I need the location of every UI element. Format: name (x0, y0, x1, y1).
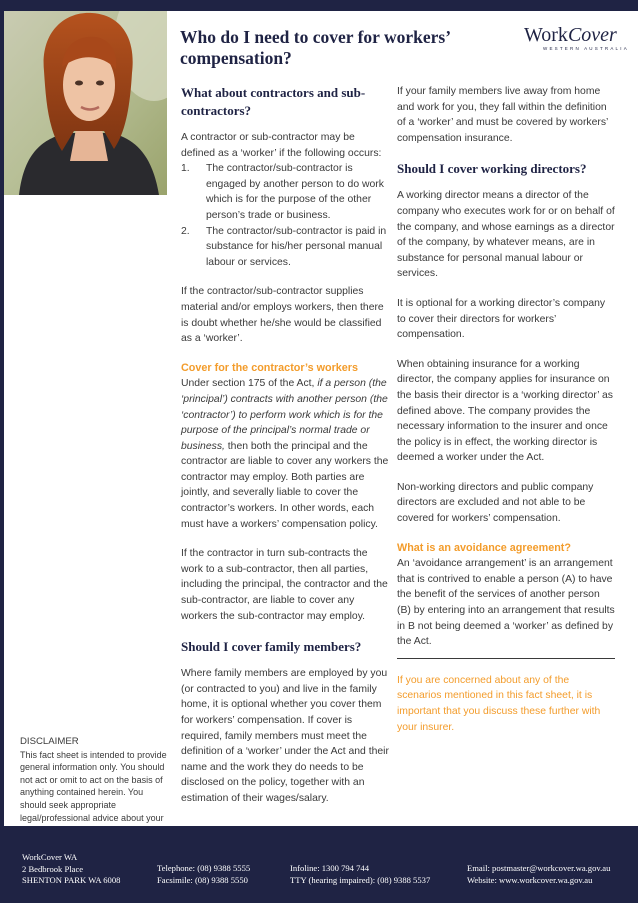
left-column (181, 84, 390, 807)
heading-working-directors: Should I cover working directors? (397, 161, 587, 177)
list-number: 2. (181, 225, 190, 237)
paragraph-working-director: A working director means a director of the company who executes work for or on behalf of the company, and whose earnings as a director of the company, by whatever means, are in substance for personal manual labour or services. (397, 190, 615, 280)
list-item (181, 161, 390, 223)
footer-contact (467, 863, 610, 886)
list-text: The contractor/sub-contractor is paid in substance for his/her personal manual labour or services. (206, 225, 387, 268)
paragraph-doubt: If the contractor/sub-contractor supplies material and/or employs workers, then there is doubt whether he/she would be classified as a ‘worker’. (181, 286, 384, 345)
heading-avoidance-agreement: What is an avoidance agreement? (397, 541, 571, 554)
footer-org: WorkCover WA (22, 852, 78, 862)
footer-infoline (290, 863, 430, 886)
list-number: 1. (181, 163, 190, 175)
footer-infoline-number: Infoline: 1300 794 744 (290, 863, 370, 873)
section-175-lead: Under section 175 of the Act, (181, 378, 318, 390)
disclaimer-text: This fact sheet is intended to provide general information only. You should not act or omit to act on the basis of anything contained herein. You should seek appropriate legal/professional advice about your (20, 749, 167, 823)
heading-family-members: Should I cover family members? (181, 639, 362, 655)
footer-telephone: Telephone: (08) 9388 5555 (157, 863, 251, 873)
paragraph-avoidance: An ‘avoidance arrangement’ is an arrangement that is contrived to enable a person (A) to have the benefit of the services of another person (B) by entering into an arrangement that results in B not being deemed a ‘worker’ as defined by the Act. (397, 558, 615, 648)
paragraph-nonworking-directors: Non-working directors and public company directors are excluded and not able to be covered for workers’ compensation. (397, 481, 594, 525)
footer-address-line2: SHENTON PARK WA 6008 (22, 875, 121, 885)
logo-subtitle: WESTERN AUSTRALIA (543, 46, 629, 51)
footer-address (22, 852, 120, 887)
paragraph-family: Where family members are employed by you (or contracted to you) and live in the family home, it is optional whether you cover them for workers’ compensation. If cover is required, family members must meet the definition of a ‘worker’ under the Act and their name and the work they do needs to be disclosed on the policy, together with an estimation of their wages/salary. (181, 668, 389, 804)
right-column (397, 84, 615, 735)
paragraph-obtaining-insurance: When obtaining insurance for a working director, the company applies for insurance on the basis their director is a ‘working director’ as defined above. The company provides the necessary information to the insurer and once the policy is in effect, the working director is deemed a worker under the Act. (397, 358, 613, 464)
workcover-logo (524, 24, 629, 54)
footer-address-line1: 2 Bedbrook Place (22, 863, 84, 874)
list-text: The contractor/sub-contractor is engaged by another person to do work which is for the purpose of the other person’s trade or business. (206, 163, 384, 221)
contractor-definition-intro: A contractor or sub-contractor may be defined as a ‘worker’ if the following occurs: (181, 132, 382, 159)
footer (0, 826, 638, 903)
contractor-conditions-list (181, 161, 390, 270)
disclaimer-title: DISCLAIMER (20, 736, 79, 747)
woman-portrait-photo (4, 11, 167, 195)
list-item (181, 224, 390, 271)
footer-tty: TTY (hearing impaired): (08) 9388 5537 (290, 874, 431, 885)
paragraph-subcontract: If the contractor in turn sub-contracts the work to a sub-contractor, then all parties, including the principal, the contractor and the sub-contractor, are liable to cover any workers the sub-contractor may employ. (181, 548, 388, 622)
top-band (0, 0, 638, 11)
heading-contractors: What about contractors and sub-contractors? (181, 85, 366, 118)
disclaimer (20, 736, 170, 837)
paragraph-optional: It is optional for a working director’s company to cover their directors for workers’ compensation. (397, 297, 606, 341)
heading-cover-contractor-workers: Cover for the contractor’s workers (181, 361, 358, 374)
page-title: Who do I need to cover for workers’ compensation? (180, 27, 450, 68)
paragraph-concerned: If you are concerned about any of the scenarios mentioned in this fact sheet, it is important that you discuss these further with your insurer. (397, 674, 601, 733)
footer-facsimile: Facsimile: (08) 9388 5550 (157, 874, 248, 885)
footer-phone (157, 863, 250, 886)
footer-website-link[interactable]: Website: www.workcover.wa.gov.au (467, 874, 593, 885)
footer-email-link[interactable]: Email: postmaster@workcover.wa.gov.au (467, 863, 611, 873)
paragraph-section-175 (181, 376, 390, 532)
section-175-rest: then both the principal and the contractor are liable to cover any workers the contractor may employ. Both parties are jointly, and severally liable to cover the contractor’s workers. In other words, each must have a workers’ compensation policy. (181, 440, 389, 530)
logo-work: Work (524, 24, 568, 46)
section-175-quote: if a person (the ‘principal’) contracts with another person (the ‘contractor’) to perform work which is for the purpose of the principal’s normal trade or business, (181, 378, 388, 452)
logo-cover: Cover (567, 24, 617, 46)
paragraph-family-away: If your family members live away from home and work for you, they fall within the definition of a ‘worker’ and must be covered by workers’ compensation insurance. (397, 86, 608, 144)
